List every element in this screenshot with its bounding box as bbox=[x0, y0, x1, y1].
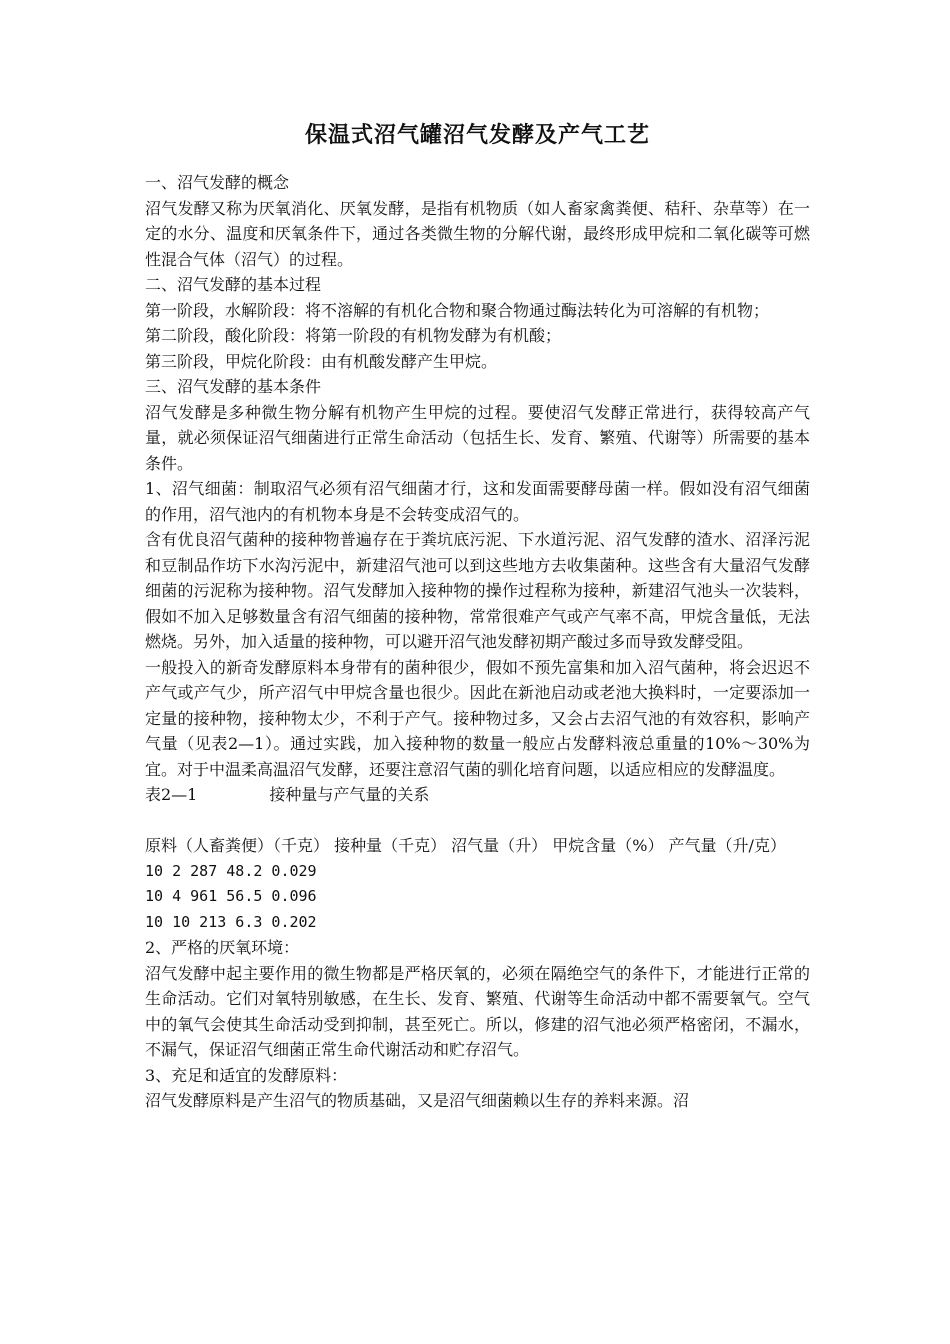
condition-2-heading: 2、严格的厌氧环境： bbox=[145, 938, 300, 957]
condition-1-paragraph-2: 含有优良沼气菌种的接种物普遍存在于粪坑底污泥、下水道污泥、沼气发酵的渣水、沼泽污泥和豆制品作坊下水沟污泥中，新建沼气池可以到这些地方去收集菌种。这些含有大量沼气发酵细菌的污泥称为接种物。沼气发酵加入接种物的操作过程称为接种，新建沼气池头一次装料，假如不加入足够数量含有沼气细菌的接种物，常常很难产气或产气率不高，甲烷含量低，无法燃烧。另外，加入适量的接种物，可以避开沼气池发酵初期产酸过多而导致发酵受阻。 bbox=[145, 530, 810, 651]
blank-line bbox=[145, 808, 810, 834]
table-label: 表2—1 bbox=[145, 785, 198, 804]
document-page bbox=[145, 120, 810, 1114]
section-1-paragraph: 沼气发酵又称为厌氧消化、厌氧发酵，是指有机物质（如人畜家禽粪便、秸秆、杂草等）在一定的水分、温度和厌氧条件下，通过各类微生物的分解代谢，最终形成甲烷和二氧化碳等可燃性混合气体（沼气）的过程。 bbox=[145, 198, 810, 269]
stage-3-text: 第三阶段，甲烷化阶段：由有机酸发酵产生甲烷。 bbox=[145, 351, 498, 371]
stage-2-text: 第二阶段，酸化阶段：将第一阶段的有机物发酵为有机酸； bbox=[145, 326, 562, 345]
condition-1-paragraph-3: 一般投入的新奇发酵原料本身带有的菌种很少，假如不预先富集和加入沼气菌种，将会迟迟不产气或产气少，所产沼气中甲烷含量也很少。因此在新池启动或老池大换料时，一定要添加一定量的接种物，接种物太少，不利于产气。接种物过多，又会占去沼气池的有效容积，影响产气量（见表2—1）。通过实践，加入接种物的数量一般应占发酵料液总重量的10%～30%为宜。对于中温柔高温沼气发酵，还要注意沼气菌的驯化培育问题，以适应相应的发酵温度。 bbox=[145, 657, 810, 779]
section-2-heading: 二、沼气发酵的基本过程 bbox=[145, 275, 322, 294]
table-caption: 接种量与产气量的关系 bbox=[269, 785, 430, 804]
condition-1-paragraph-1: 1、沼气细菌：制取沼气必须有沼气细菌才行，这和发面需要酵母菌一样。假如没有沼气细菌的作用，沼气池内的有机物本身是不会转变成沼气的。 bbox=[145, 479, 810, 524]
table-row: 10 4 961 56.5 0.096 bbox=[145, 887, 317, 905]
section-3-heading: 三、沼气发酵的基本条件 bbox=[145, 377, 322, 396]
condition-3-paragraph: 沼气发酵原料是产生沼气的物质基础，又是沼气细菌赖以生存的养料来源。沼 bbox=[145, 1091, 690, 1110]
table-row: 10 10 213 6.3 0.202 bbox=[145, 912, 317, 931]
condition-3-heading: 3、充足和适宜的发酵原料： bbox=[145, 1065, 348, 1085]
section-1-heading: 一、沼气发酵的概念 bbox=[145, 173, 290, 192]
document-title: 保温式沼气罐沼气发酵及产气工艺 bbox=[304, 122, 650, 148]
table-header: 原料（人畜粪便）（千克） 接种量（千克） 沼气量（升） 甲烷含量（%） 产气量（升/克） bbox=[145, 836, 786, 855]
section-3-paragraph: 沼气发酵是多种微生物分解有机物产生甲烷的过程。要使沼气发酵正常进行，获得较高产气量，就必须保证沼气细菌进行正常生命活动（包括生长、发育、繁殖、代谢等）所需要的基本条件。 bbox=[145, 402, 810, 473]
condition-2-paragraph: 沼气发酵中起主要作用的微生物都是严格厌氧的，必须在隔绝空气的条件下，才能进行正常的生命活动。它们对氧特别敏感，在生长、发育、繁殖、代谢等生命活动中都不需要氧气。空气中的氧气会使其生命活动受到抑制，甚至死亡。所以，修建的沼气池必须严格密闭，不漏水，不漏气，保证沼气细菌正常生命代谢活动和贮存沼气。 bbox=[145, 963, 810, 1059]
stage-1-text: 第一阶段，水解阶段：将不溶解的有机化合物和聚合物通过酶法转化为可溶解的有机物； bbox=[145, 300, 770, 320]
table-title bbox=[145, 782, 810, 808]
table-row: 10 2 287 48.2 0.029 bbox=[145, 861, 317, 880]
